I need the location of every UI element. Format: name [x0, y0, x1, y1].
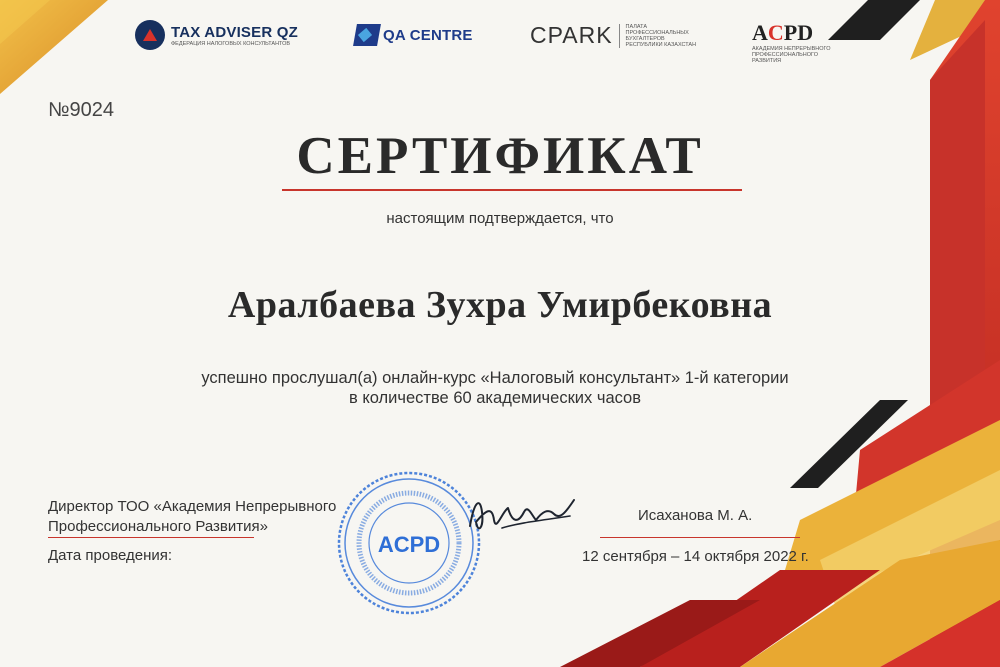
tax-adviser-subtitle: ФЕДЕРАЦИЯ НАЛОГОВЫХ КОНСУЛЬТАНТОВ: [171, 40, 291, 47]
acpd-subtitle: АКАДЕМИЯ НЕПРЕРЫВНОГО ПРОФЕССИОНАЛЬНОГО РАЗВИТИЯ: [752, 46, 831, 64]
certificate-title: СЕРТИФИКАТ: [296, 127, 704, 185]
acpd-name-c: C: [767, 20, 784, 45]
course-description: [0, 368, 990, 408]
qa-centre-icon: [353, 24, 381, 46]
signer-rule: [600, 537, 800, 538]
tax-adviser-name: TAX ADVISER QZ: [171, 23, 298, 41]
director-title: [48, 497, 336, 537]
course-dates: 12 сентября – 14 октября 2022 г.: [582, 548, 809, 565]
acpd-logo: [752, 20, 834, 64]
acpd-name-pd: PD: [783, 20, 814, 45]
cpark-divider: [619, 24, 620, 48]
handwritten-signature: [462, 482, 586, 546]
corner-black-stripe: [828, 0, 920, 40]
title-underline: [282, 189, 742, 191]
cpark-logo: [530, 22, 700, 49]
director-title-line-1: Директор ТОО «Академия Непрерывного: [48, 498, 337, 515]
director-title-line-2: Профессионального Развития»: [48, 518, 268, 535]
tax-adviser-logo: [135, 20, 298, 50]
course-line-1: успешно прослушал(а) онлайн-курс «Налоговый консультант» 1-й категории: [201, 369, 789, 387]
course-line-2: в количестве 60 академических часов: [348, 389, 641, 407]
signer-name: Исаханова М. А.: [638, 507, 753, 524]
date-label: Дата проведения:: [48, 547, 173, 564]
acpd-name-a: A: [752, 20, 768, 45]
certificate-number: №9024: [48, 99, 114, 121]
recipient-name: Аралбаева Зухра Умирбековна: [227, 284, 773, 326]
cpark-subtitle: ПАЛАТА ПРОФЕССИОНАЛЬНЫХ БУХГАЛТЕРОВ РЕСПУБЛИКИ КАЗАХСТАН: [625, 23, 697, 48]
tax-adviser-icon: [135, 20, 165, 50]
qa-centre-logo: [355, 24, 473, 46]
stamp-center-text: ACPD: [377, 532, 441, 557]
cpark-name: CPARK: [530, 22, 613, 48]
director-rule: [48, 537, 254, 538]
qa-centre-name: QA CENTRE: [383, 26, 473, 44]
confirm-text: настоящим подтверждается, что: [386, 210, 614, 227]
acpd-stamp: [336, 470, 482, 616]
acpd-name: [752, 20, 813, 46]
